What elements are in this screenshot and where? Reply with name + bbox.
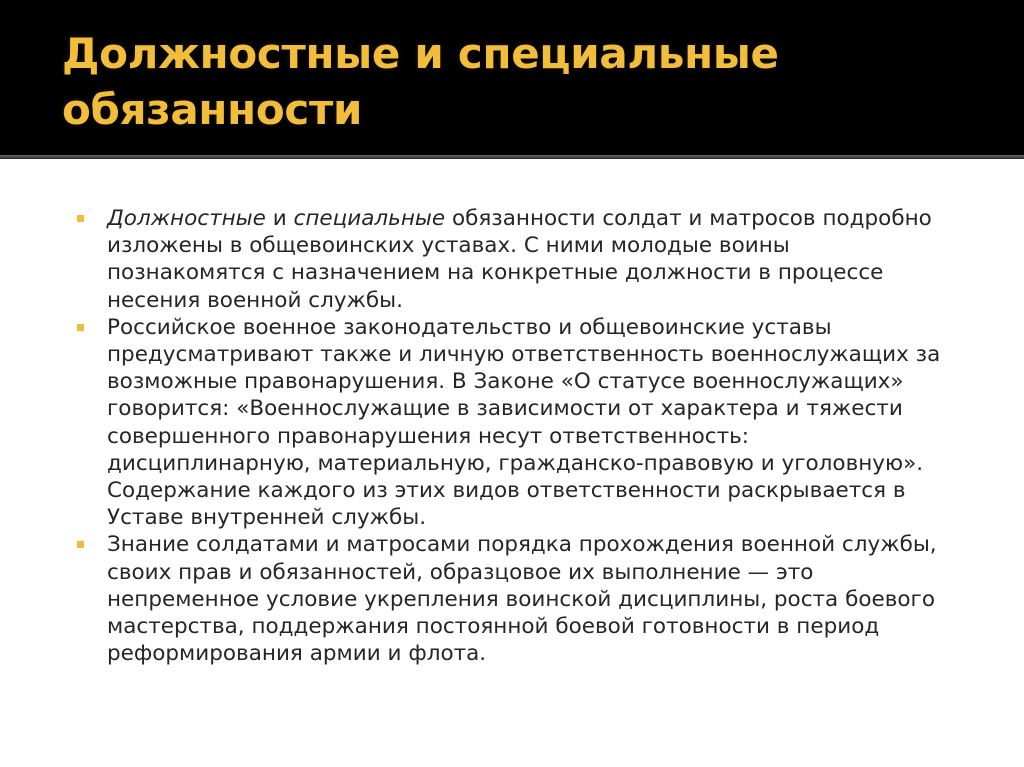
bullet-3-text: Знание солдатами и матросами порядка прохождения военной службы, своих прав и обязанностей, образцовое их выполнение — это непременное условие укрепления воинской дисциплины, роста боевого мастерства, поддержания постоянной боевой готовности в период реформирования армии и флота. — [107, 532, 937, 667]
square-bullet-icon — [77, 324, 84, 331]
slide-title — [62, 26, 982, 138]
slide-title-line-1: Должностные и специальные — [62, 29, 779, 78]
bullet-item — [75, 531, 955, 667]
title-divider — [0, 155, 1024, 159]
bullet-item — [75, 314, 955, 532]
square-bullet-icon — [77, 541, 84, 548]
square-bullet-icon — [77, 215, 84, 222]
bullet-item — [75, 205, 955, 314]
bullet-1-italic-1: Должностные — [107, 206, 266, 231]
slide-title-line-2: обязанности — [62, 85, 363, 134]
bullet-list — [75, 205, 955, 667]
bullet-2-text: Российское военное законодательство и общевоинские уставы предусматривают также и личную ответственность военнослужащих за возможные правонарушения. В Законе «О статусе военнослужащих» говорится: «Военнослужащие в зависимости от характера и тяжести совершенного правонарушения несут ответственность: дисциплинарную, материальную, гражданско-правовую и уголовную». Содержание каждого из этих видов ответственности раскрывается в Уставе внутренней службы. — [107, 314, 941, 531]
bullet-1-plain-1: и — [265, 206, 294, 231]
bullet-1-rest: обязанности солдат и матросов подробно изложены в общевоинских уставах. С ними молодые воины познакомятся с назначением на конкретные должности в процессе несения военной службы. — [107, 206, 932, 313]
bullet-1-italic-2: специальные — [293, 206, 446, 231]
